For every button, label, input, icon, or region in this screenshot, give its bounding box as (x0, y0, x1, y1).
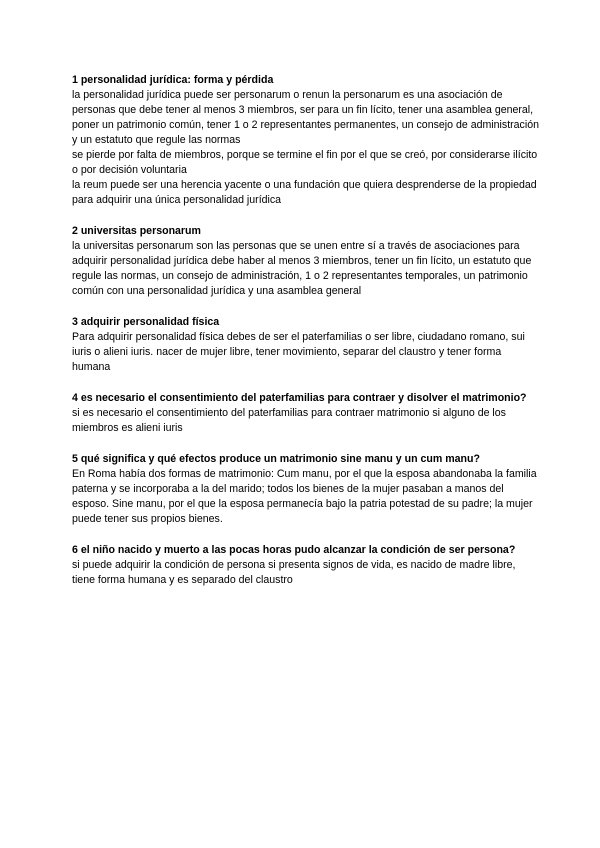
section-2 (72, 224, 540, 299)
section-4 (72, 391, 540, 436)
section-paragraph: si es necesario el consentimiento del paterfamilias para contraer matrimonio si alguno de los miembros es alieni iuris (72, 407, 506, 434)
section-paragraph: la reum puede ser una herencia yacente o una fundación que quiera desprenderse de la propiedad para adquirir una única personalidad jurídica (72, 179, 537, 206)
section-paragraph: si puede adquirir la condición de persona si presenta signos de vida, es nacido de madre libre, tiene forma humana y es separado del claustro (72, 559, 516, 586)
section-heading: 6 el niño nacido y muerto a las pocas horas pudo alcanzar la condición de ser persona? (72, 544, 516, 556)
section-heading: 5 qué significa y qué efectos produce un matrimonio sine manu y un cum manu? (72, 453, 480, 465)
section-6 (72, 543, 540, 588)
section-paragraph: la personalidad jurídica puede ser personarum o renun la personarum es una asociación de personas que debe tener al menos 3 miembros, ser para un fin lícito, tener una asamblea general, poner un patrimonio común, tener 1 o 2 representantes permanentes, un consejo de administración y un estatuto que regule las normas (72, 89, 539, 146)
section-paragraph: En Roma había dos formas de matrimonio: Cum manu, por el que la esposa abandonaba la familia paterna y se incorporaba a la del marido; todos los bienes de la mujer pasaban a manos del esposo. Sine manu, por el que la esposa permanecía bajo la patria potestad de su padre; la mujer puede tener sus propios bienes. (72, 468, 537, 525)
section-paragraph: se pierde por falta de miembros, porque se termine el fin por el que se creó, por considerarse ilícito o por decisión voluntaria (72, 149, 538, 176)
section-heading: 3 adquirir personalidad física (72, 316, 220, 328)
section-heading: 1 personalidad jurídica: forma y pérdida (72, 74, 274, 86)
section-heading: 2 universitas personarum (72, 225, 201, 237)
section-5 (72, 452, 540, 527)
section-3 (72, 315, 540, 375)
section-paragraph: Para adquirir personalidad física debes de ser el paterfamilias o ser libre, ciudadano romano, sui iuris o alieni iuris. nacer de mujer libre, tener movimiento, separar del claustro y tener forma humana (72, 331, 525, 373)
section-paragraph: la universitas personarum son las personas que se unen entre sí a través de asociaciones para adquirir personalidad jurídica debe haber al menos 3 miembros, tener un fin lícito, un estatuto que regule las normas, un consejo de administración, 1 o 2 representantes temporales, un patrimonio común con una personalidad jurídica y una asamblea general (72, 240, 532, 297)
section-1 (72, 73, 540, 208)
section-heading: 4 es necesario el consentimiento del paterfamilias para contraer y disolver el matrimonio? (72, 392, 527, 404)
